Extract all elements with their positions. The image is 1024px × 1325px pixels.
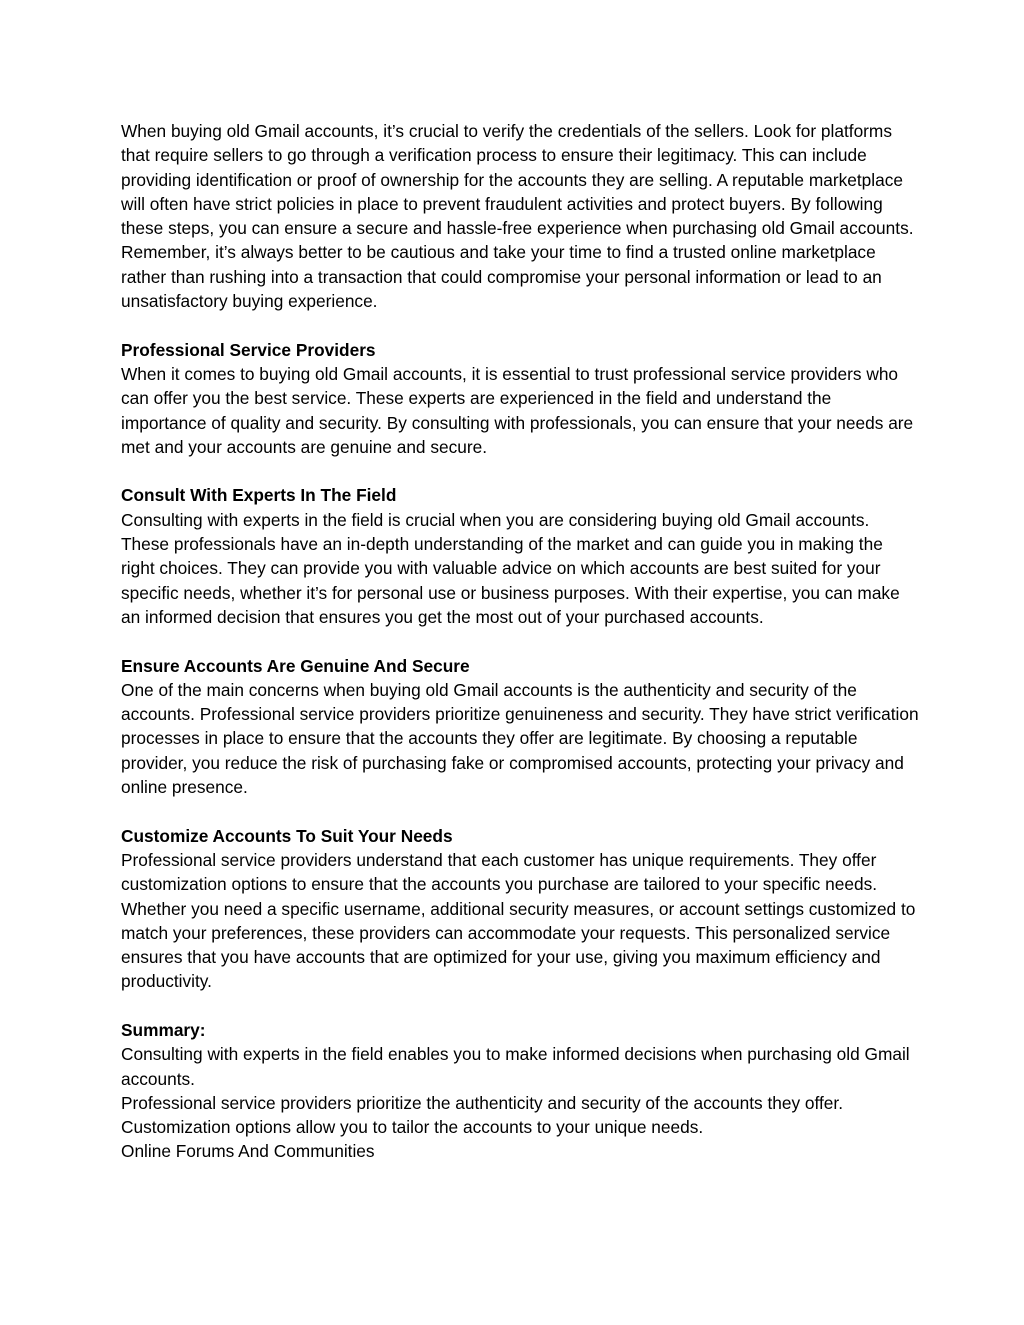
summary-line: Online Forums And Communities	[121, 1141, 375, 1162]
summary-heading: Summary:	[121, 1019, 206, 1040]
section-heading-consult-with-experts: Consult With Experts In The Field	[121, 485, 397, 506]
section-heading-professional-service-providers: Professional Service Providers	[121, 339, 376, 360]
paragraph-spacer	[121, 629, 921, 653]
section-body-customize-accounts: Professional service providers understand that each customer has unique requirements. They offer customization options to ensure that the accounts you purchase are tailored to your specific needs. Whether you need a specific username, additional security measures, or account settings customized to match your preferences, these providers can accommodate your requests. This personalized service ensures that you have accounts that are optimized for your use, giving you maximum efficiency and productivity.	[121, 849, 916, 992]
section-body-professional-service-providers: When it comes to buying old Gmail accounts, it is essential to trust professional service providers who can offer you the best service. These experts are experienced in the field and understand the importance of quality and security. By consulting with professionals, you can ensure that your needs are met and your accounts are genuine and secure.	[121, 363, 914, 457]
document-page	[121, 119, 921, 1164]
section-heading-customize-accounts: Customize Accounts To Suit Your Needs	[121, 825, 453, 846]
paragraph-spacer	[121, 799, 921, 823]
section-heading-ensure-accounts-genuine: Ensure Accounts Are Genuine And Secure	[121, 655, 470, 676]
summary-line: Customization options allow you to tailor the accounts to your unique needs.	[121, 1117, 704, 1138]
paragraph-spacer	[121, 313, 921, 337]
paragraph-spacer	[121, 459, 921, 483]
summary-line: Professional service providers prioritize the authenticity and security of the accounts they offer.	[121, 1092, 844, 1113]
section-body-consult-with-experts: Consulting with experts in the field is crucial when you are considering buying old Gmail accounts. These professionals have an in-depth understanding of the market and can guide you in making the right choices. They can provide you with valuable advice on which accounts are best suited for your specific needs, whether it’s for personal use or business purposes. With their expertise, you can make an informed decision that ensures you get the most out of your purchased accounts.	[121, 509, 900, 627]
section-body-ensure-accounts-genuine: One of the main concerns when buying old Gmail accounts is the authenticity and security of the accounts. Professional service providers prioritize genuineness and security. They have strict verification processes in place to ensure that the accounts they offer are legitimate. By choosing a reputable provider, you reduce the risk of purchasing fake or compromised accounts, protecting your privacy and online presence.	[121, 679, 919, 798]
paragraph-spacer	[121, 994, 921, 1018]
summary-line: Consulting with experts in the field enables you to make informed decisions when purchasing old Gmail accounts.	[121, 1044, 910, 1089]
intro-paragraph: When buying old Gmail accounts, it’s crucial to verify the credentials of the sellers. Look for platforms that require sellers to go through a verification process to ensure their legitimacy. This can include providing identification or proof of ownership for the accounts they are selling. A reputable marketplace will often have strict policies in place to prevent fraudulent activities and protect buyers. By following these steps, you can ensure a secure and hassle-free experience when purchasing old Gmail accounts. Remember, it’s always better to be cautious and take your time to find a trusted online marketplace rather than rushing into a transaction that could compromise your personal information or lead to an unsatisfactory buying experience.	[121, 121, 914, 312]
